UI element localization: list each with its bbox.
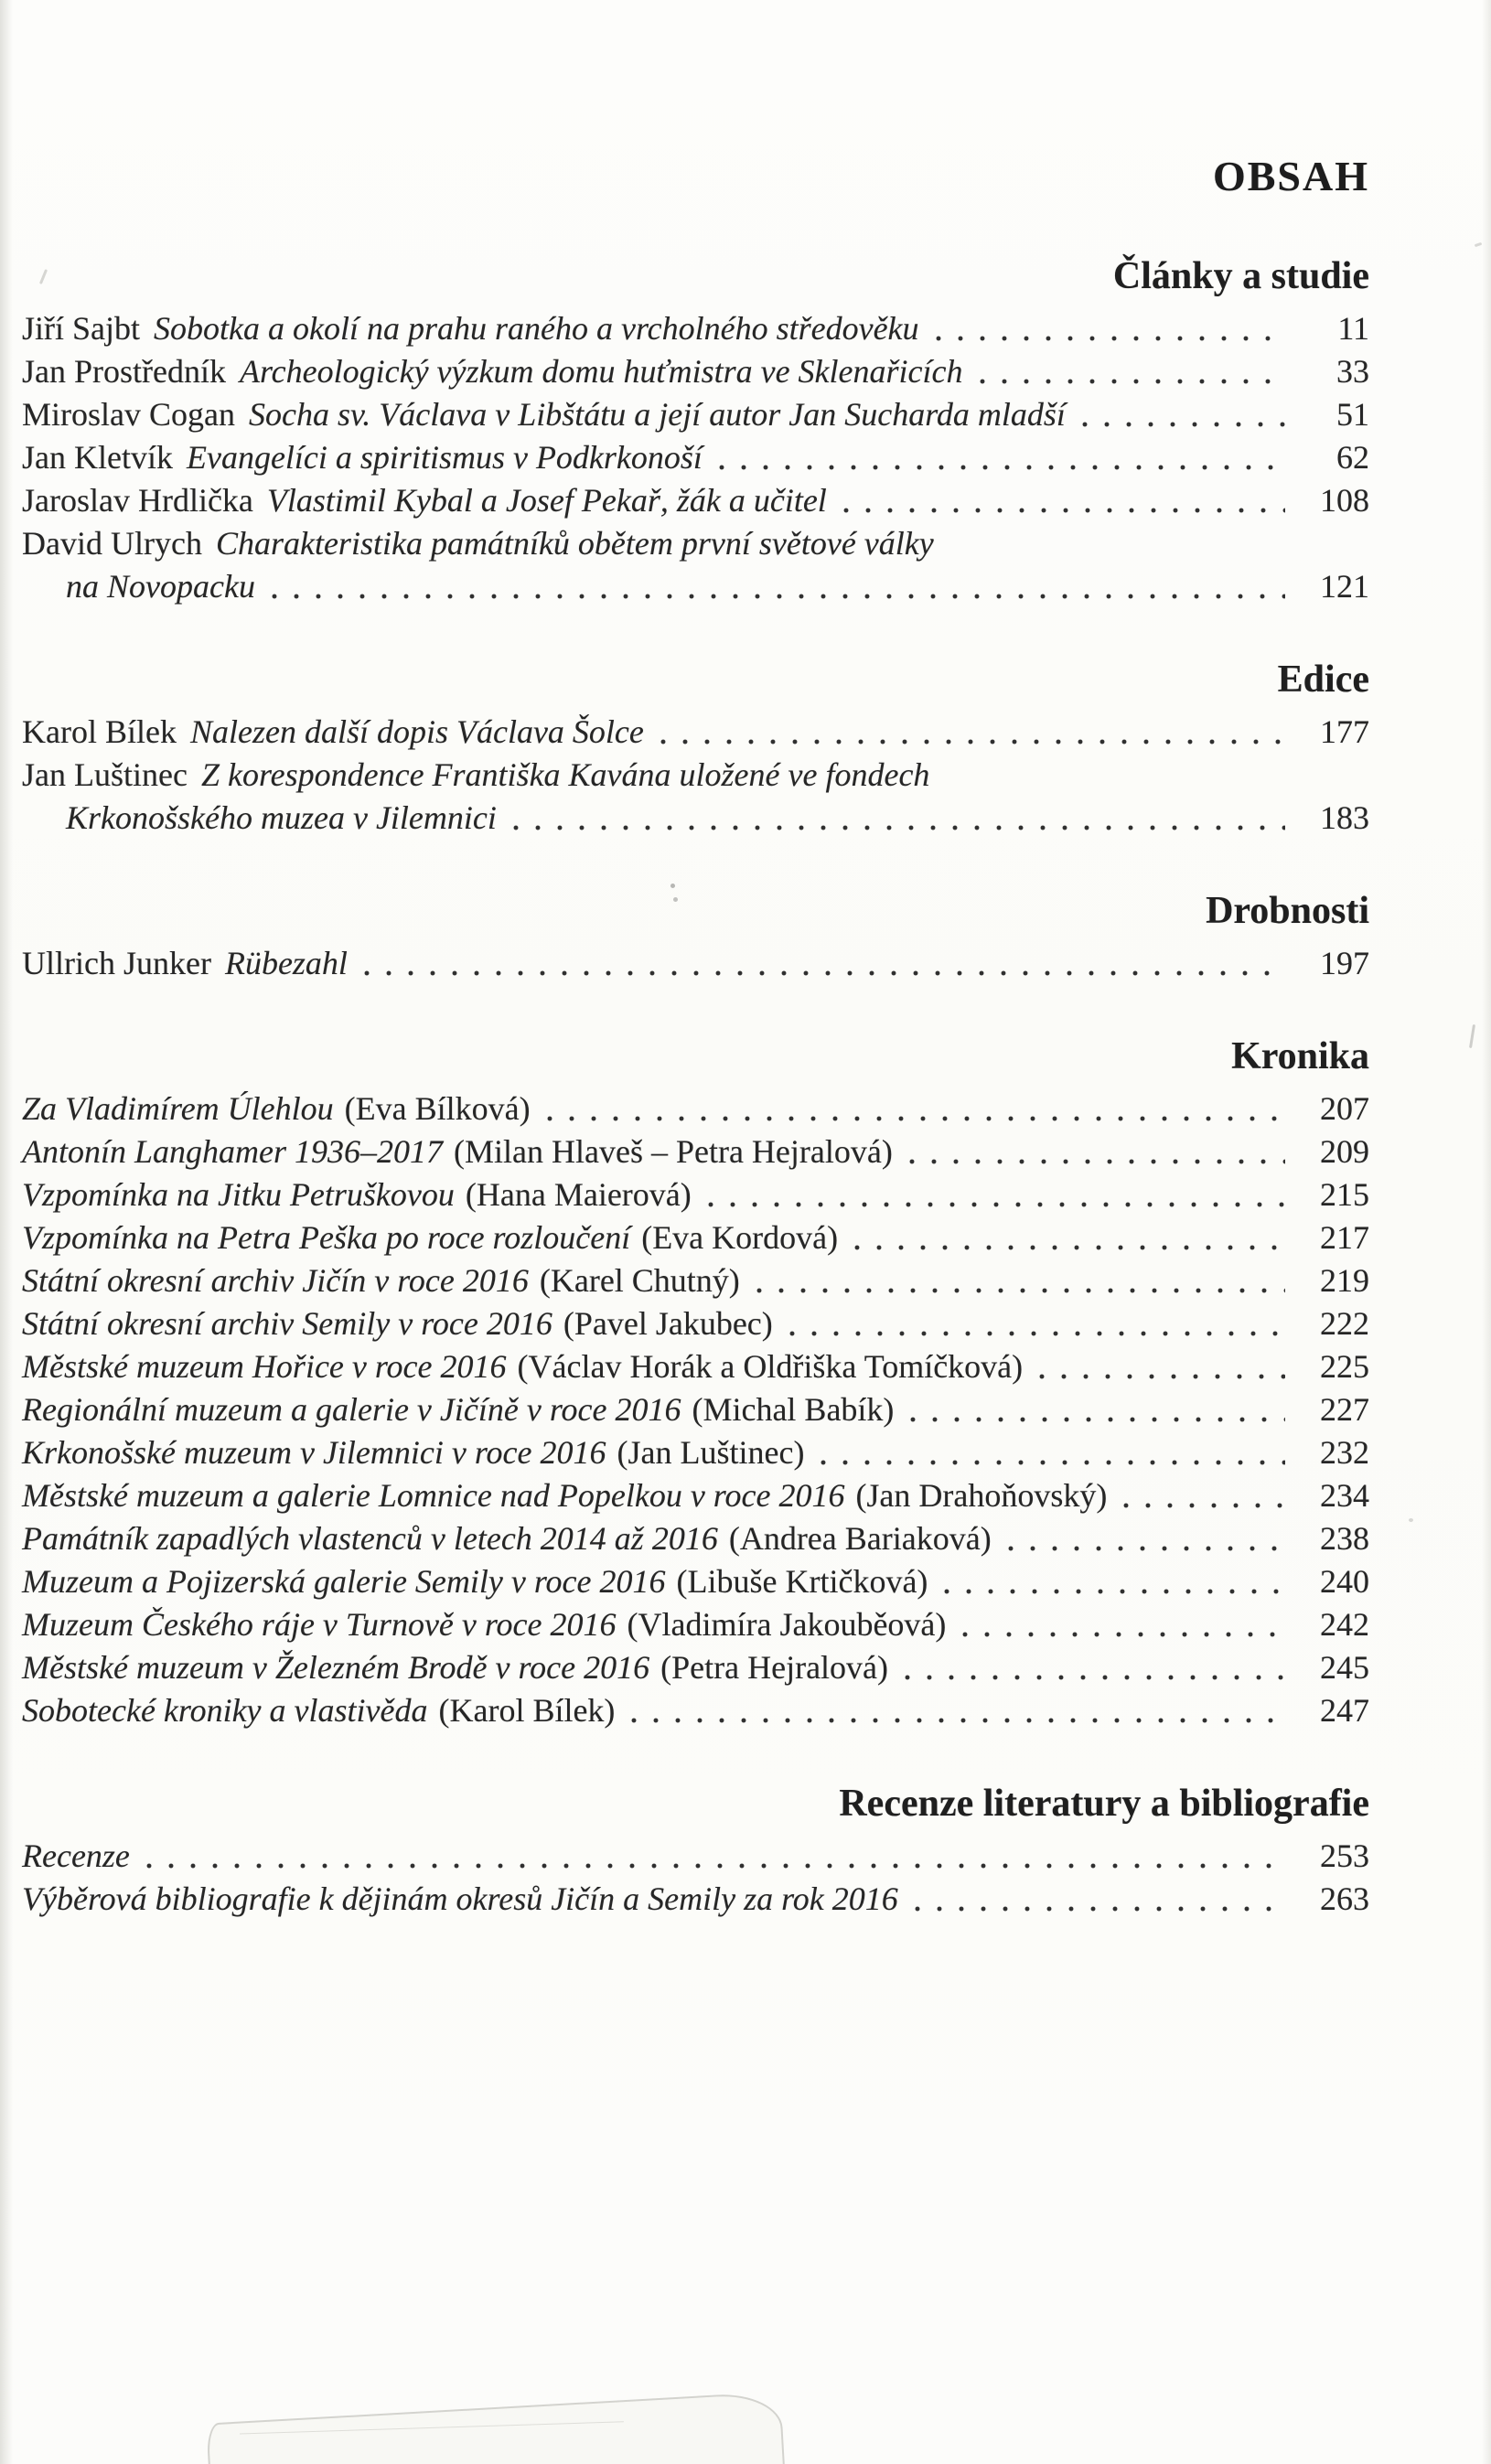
entry-page-number: 108: [1320, 482, 1369, 519]
scan-speck: [1469, 1024, 1475, 1048]
entry-line: [22, 522, 1369, 565]
entry-line: [22, 1431, 1369, 1474]
entry-author: Jan Luštinec: [22, 756, 188, 793]
toc-entry: [22, 307, 1369, 350]
dot-leader: [853, 1216, 1285, 1259]
entry-line: [22, 1474, 1369, 1517]
toc-entry: [22, 1087, 1369, 1130]
toc-section: [22, 1780, 1369, 1921]
entry-line: [22, 1646, 1369, 1689]
dot-leader: [270, 565, 1285, 608]
toc-entry: [22, 1216, 1369, 1259]
entry-line-continuation: [22, 565, 1369, 608]
scan-speck: [1475, 242, 1483, 247]
entry-page-number: 222: [1320, 1305, 1369, 1342]
entry-contributors: (Karol Bílek): [438, 1692, 616, 1729]
toc-entry: [22, 711, 1369, 754]
entry-line: [22, 350, 1369, 393]
toc-entry: [22, 1173, 1369, 1216]
entry-title: Vlastimil Kybal a Josef Pekař, žák a učitel: [266, 482, 827, 519]
entry-line: [22, 1173, 1369, 1216]
section-heading: Drobnosti: [1206, 890, 1369, 932]
entry-contributors: (Eva Bílková): [344, 1090, 531, 1127]
entry-page-number: 215: [1320, 1176, 1369, 1213]
dot-leader: [908, 1388, 1285, 1431]
entry-contributors: (Vladimíra Jakouběová): [627, 1606, 947, 1643]
entry-line: [22, 479, 1369, 522]
entry-page-number: 234: [1320, 1477, 1369, 1514]
dot-leader: [903, 1646, 1285, 1689]
entry-author: Miroslav Cogan: [22, 396, 235, 433]
section-heading: Kronika: [1231, 1035, 1369, 1077]
entry-title: Muzeum Českého ráje v Turnově v roce 2016: [22, 1606, 617, 1643]
entry-page-number: 177: [1320, 713, 1369, 750]
entry-line: [22, 754, 1369, 797]
entry-author: Karol Bílek: [22, 713, 177, 750]
entry-contributors: (Jan Luštinec): [617, 1434, 805, 1471]
dot-leader: [978, 350, 1286, 393]
entry-contributors: (Michal Babík): [692, 1391, 895, 1428]
page-title: OBSAH: [1212, 153, 1369, 199]
entry-author: Jan Kletvík: [22, 439, 173, 476]
toc-entry: [22, 1431, 1369, 1474]
entry-title: Socha sv. Václava v Libštátu a její autor Jan Sucharda mladší: [248, 396, 1066, 433]
section-heading: Recenze literatury a bibliografie: [839, 1783, 1369, 1825]
entry-title: Výběrová bibliografie k dějinám okresů Jičín a Semily za rok 2016: [22, 1880, 898, 1917]
entry-contributors: (Jan Drahoňovský): [855, 1477, 1108, 1514]
entry-page-number: 217: [1320, 1219, 1369, 1256]
entry-contributors: (Karel Chutný): [539, 1262, 740, 1299]
entry-title: Rübezahl: [224, 945, 348, 981]
entry-page-number: 247: [1320, 1692, 1369, 1729]
entry-title: Městské muzeum v Železném Brodě v roce 2016: [22, 1649, 650, 1686]
toc-entry: [22, 479, 1369, 522]
dot-leader: [842, 479, 1285, 522]
entry-title: Vzpomínka na Petra Peška po roce rozloučení: [22, 1219, 631, 1256]
entry-line: [22, 1345, 1369, 1388]
scan-edge-right: [1482, 0, 1491, 2464]
entry-title: Za Vladimírem Úlehlou: [22, 1090, 334, 1127]
entry-title: Charakteristika památníků obětem první světové války: [215, 525, 934, 562]
entry-line: [22, 1259, 1369, 1302]
entry-page-number: 232: [1320, 1434, 1369, 1471]
dot-leader: [913, 1878, 1285, 1921]
toc-entry: [22, 1878, 1369, 1921]
dot-leader: [755, 1259, 1285, 1302]
dot-leader: [629, 1689, 1285, 1732]
entry-page-number: 51: [1336, 396, 1369, 433]
toc-entry: [22, 1646, 1369, 1689]
entry-page-number: 227: [1320, 1391, 1369, 1428]
entry-line: [22, 1603, 1369, 1646]
entry-title: Recenze: [22, 1837, 130, 1874]
entry-title: Krkonošské muzeum v Jilemnici v roce 2016: [22, 1434, 606, 1471]
entry-title: Městské muzeum a galerie Lomnice nad Popelkou v roce 2016: [22, 1477, 845, 1514]
dot-leader: [1006, 1517, 1285, 1560]
entry-contributors: (Hana Maierová): [465, 1176, 692, 1213]
toc-sections: [22, 252, 1369, 1921]
entry-title: Archeologický výzkum domu huťmistra ve Sklenařicích: [239, 353, 963, 390]
toc-entry: [22, 1345, 1369, 1388]
entry-line: [22, 1216, 1369, 1259]
dot-leader: [819, 1431, 1285, 1474]
dot-leader: [511, 797, 1285, 840]
entry-line: [22, 942, 1369, 985]
toc-entry: [22, 1388, 1369, 1431]
entry-page-number: 183: [1320, 799, 1369, 836]
entry-title: Městské muzeum Hořice v roce 2016: [22, 1348, 507, 1385]
entry-line: [22, 1087, 1369, 1130]
toc-entry: [22, 1603, 1369, 1646]
toc-entry: [22, 942, 1369, 985]
entry-page-number: 240: [1320, 1563, 1369, 1600]
entry-page-number: 225: [1320, 1348, 1369, 1385]
entry-contributors: (Eva Kordová): [641, 1219, 839, 1256]
entry-title: Památník zapadlých vlastenců v letech 2014 až 2016: [22, 1520, 718, 1557]
toc-entry: [22, 1689, 1369, 1732]
entry-page-number: 253: [1320, 1837, 1369, 1874]
entry-line: [22, 1517, 1369, 1560]
entry-line: [22, 711, 1369, 754]
dot-leader: [907, 1130, 1285, 1173]
entry-author: Ullrich Junker: [22, 945, 211, 981]
dot-leader: [1121, 1474, 1285, 1517]
entry-author: Jaroslav Hrdlička: [22, 482, 253, 519]
toc-section: [22, 1033, 1369, 1732]
entry-title: Vzpomínka na Jitku Petruškovou: [22, 1176, 455, 1213]
entry-page-number: 238: [1320, 1520, 1369, 1557]
dot-leader: [145, 1835, 1285, 1878]
entry-page-number: 207: [1320, 1090, 1369, 1127]
entry-line: [22, 1878, 1369, 1921]
entry-title: Muzeum a Pojizerská galerie Semily v roce 2016: [22, 1563, 666, 1600]
entry-contributors: (Milan Hlaveš – Petra Hejralová): [454, 1133, 893, 1170]
entry-page-number: 62: [1336, 439, 1369, 476]
entry-contributors: (Andrea Bariaková): [728, 1520, 992, 1557]
entry-page-number: 197: [1320, 945, 1369, 981]
entry-line: [22, 393, 1369, 436]
entry-title: Sobotecké kroniky a vlastivěda: [22, 1692, 428, 1729]
entry-author: David Ulrych: [22, 525, 202, 562]
entry-title: Evangelíci a spiritismus v Podkrkonoší: [186, 439, 703, 476]
toc-section: [22, 887, 1369, 985]
entry-title-continued: na Novopacku: [66, 568, 255, 605]
entry-page-number: 11: [1337, 310, 1369, 347]
toc-entry: [22, 1560, 1369, 1603]
toc-entry: [22, 350, 1369, 393]
dot-leader: [788, 1302, 1285, 1345]
section-heading: Články a studie: [1112, 255, 1369, 297]
entry-title: Z korespondence Františka Kavána uložené ve fondech: [200, 756, 930, 793]
section-heading: Edice: [1277, 659, 1369, 701]
toc-entry: [22, 1130, 1369, 1173]
entry-title: Státní okresní archiv Semily v roce 2016: [22, 1305, 552, 1342]
entry-line: [22, 1130, 1369, 1173]
entry-contributors: (Libuše Krtičková): [676, 1563, 928, 1600]
entry-line-continuation: [22, 797, 1369, 840]
entry-line: [22, 1388, 1369, 1431]
entry-title: Regionální muzeum a galerie v Jičíně v roce 2016: [22, 1391, 681, 1428]
entry-page-number: 219: [1320, 1262, 1369, 1299]
entry-author: Jiří Sajbt: [22, 310, 141, 347]
toc-entry: [22, 1835, 1369, 1878]
entry-page-number: 242: [1320, 1606, 1369, 1643]
entry-title: Sobotka a okolí na prahu raného a vrcholného středověku: [154, 310, 919, 347]
scan-edge-left: [0, 0, 13, 2464]
entry-title: Nalezen další dopis Václava Šolce: [189, 713, 644, 750]
entry-line: [22, 1689, 1369, 1732]
toc-entry: [22, 1517, 1369, 1560]
entry-page-number: 263: [1320, 1880, 1369, 1917]
entry-page-number: 121: [1320, 568, 1369, 605]
dot-leader: [545, 1087, 1285, 1130]
dot-leader: [960, 1603, 1285, 1646]
toc-entry: [22, 1302, 1369, 1345]
scan-smudge: [206, 2392, 786, 2464]
entry-page-number: 33: [1336, 353, 1369, 390]
dot-leader: [362, 942, 1285, 985]
dot-leader: [934, 307, 1285, 350]
scan-speck: [1409, 1518, 1413, 1522]
entry-page-number: 245: [1320, 1649, 1369, 1686]
toc-entry: [22, 393, 1369, 436]
entry-contributors: (Petra Hejralová): [660, 1649, 889, 1686]
entry-line: [22, 436, 1369, 479]
dot-leader: [942, 1560, 1285, 1603]
entry-contributors: (Pavel Jakubec): [563, 1305, 773, 1342]
toc-section: [22, 656, 1369, 840]
toc-entry: [22, 436, 1369, 479]
entry-line: [22, 1835, 1369, 1878]
entry-author: Jan Prostředník: [22, 353, 226, 390]
entry-contributors: (Václav Horák a Oldřiška Tomíčková): [517, 1348, 1024, 1385]
entry-title-continued: Krkonošského muzea v Jilemnici: [66, 799, 497, 836]
toc-section: [22, 252, 1369, 608]
toc-entry: [22, 1259, 1369, 1302]
dot-leader: [1080, 393, 1285, 436]
toc-entry: [22, 754, 1369, 840]
dot-leader: [1037, 1345, 1285, 1388]
entry-page-number: 209: [1320, 1133, 1369, 1170]
entry-line: [22, 1302, 1369, 1345]
toc-entry: [22, 1474, 1369, 1517]
entry-title: Státní okresní archiv Jičín v roce 2016: [22, 1262, 529, 1299]
dot-leader: [659, 711, 1285, 754]
toc-entry: [22, 522, 1369, 608]
entry-title: Antonín Langhamer 1936–2017: [22, 1133, 444, 1170]
entry-line: [22, 1560, 1369, 1603]
entry-line: [22, 307, 1369, 350]
dot-leader: [717, 436, 1285, 479]
dot-leader: [706, 1173, 1285, 1216]
